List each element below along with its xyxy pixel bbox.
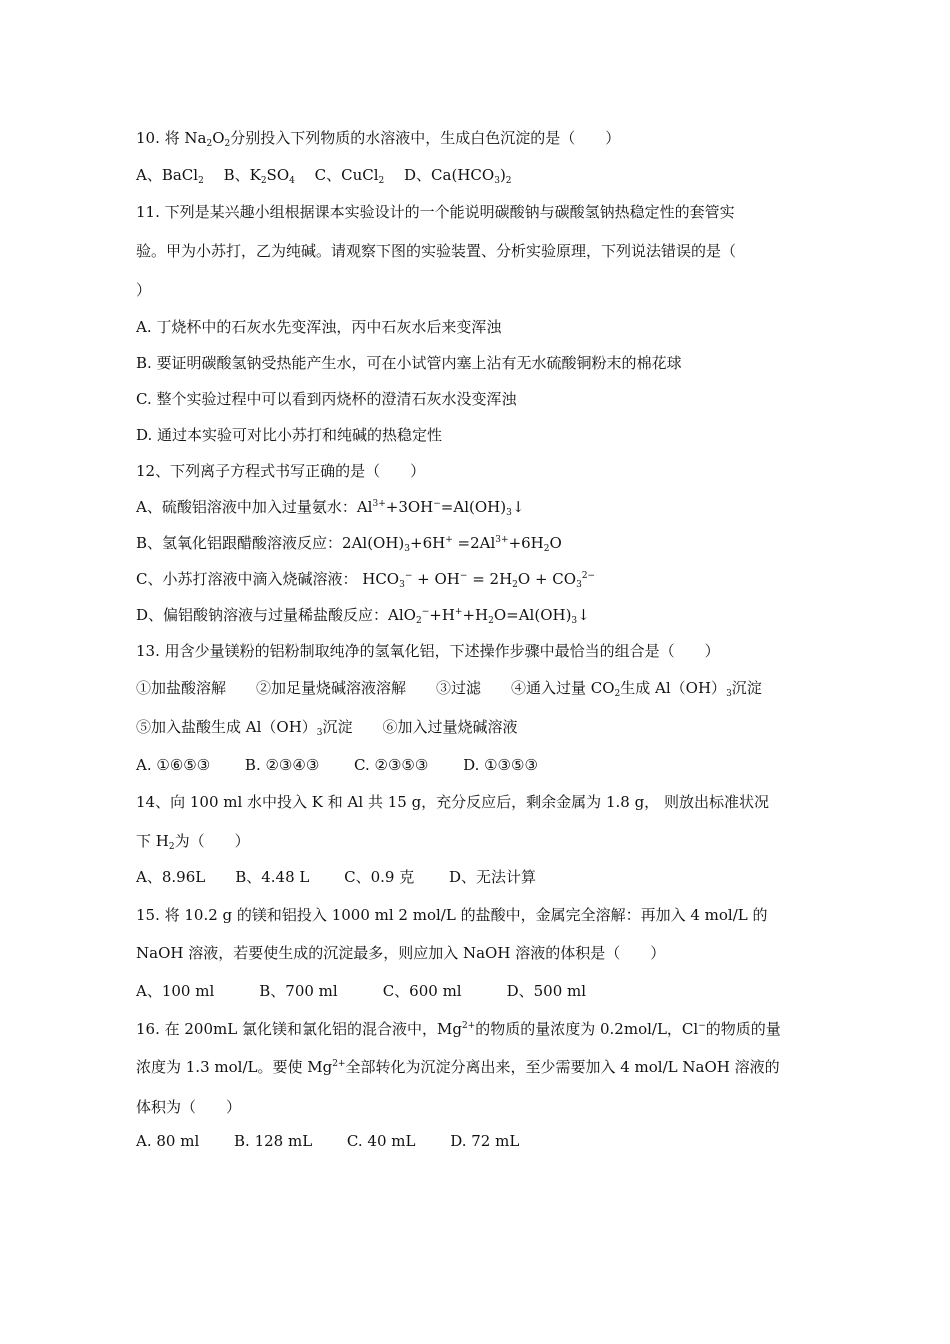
q13-steps-line1: ①加盐酸溶解 ②加足量烧碱溶液溶解 ③过滤 ④通入过量 $CO_2$生成 $Al(OH)_3$沉淀 bbox=[136, 679, 762, 699]
q16-options: A. 80 ml B. 128 mL C. 40 mL D. 72 mL bbox=[136, 1132, 520, 1150]
q12-stem: 12、下列离子方程式书写正确的是（ ） bbox=[136, 462, 426, 480]
q12-option-b: B、氢氧化铝跟醋酸溶液反应：$2Al(OH)_3+6H^+ =2Al^{3+}+6H_2O$ bbox=[136, 534, 562, 554]
q11-option-d: D. 通过本实验可对比小苏打和纯碱的热稳定性 bbox=[136, 426, 443, 444]
q12-option-a: A、硫酸铝溶液中加入过量氨水：$Al^{3+}+3OH^-=Al(OH)_3↓$ bbox=[136, 498, 525, 518]
q11-option-c: C. 整个实验过程中可以看到丙烧杯的澄清石灰水没变浑浊 bbox=[136, 390, 517, 408]
q10-options: A、BaCl$_2$ B、$K_2SO_4$ C、CuCl$_2$ D、$Ca(HCO_3)_2$ bbox=[136, 166, 512, 186]
q13-options: A. ①⑥⑤③ B. ②③④③ C. ②③⑤③ D. ①③⑤③ bbox=[136, 756, 538, 774]
q12-option-c: C、小苏打溶液中滴入烧碱溶液： $HCO_3^- + OH^- = 2H_2O + CO_3^{2-}$ bbox=[136, 570, 596, 590]
q14-stem-line1: 14、向 100 ml 水中投入 K 和 Al 共 15 g，充分反应后，剩余金属为 1.8 g， 则放出标准状况 bbox=[136, 793, 769, 811]
q11-stem-line1: 11. 下列是某兴趣小组根据课本实验设计的一个能说明碳酸钠与碳酸氢钠热稳定性的套管实 bbox=[136, 203, 735, 221]
q13-steps-line2: ⑤加入盐酸生成 $Al(OH)_3$沉淀 ⑥加入过量烧碱溶液 bbox=[136, 718, 518, 738]
q14-options: A、8.96L B、4.48 L C、0.9 克 D、无法计算 bbox=[136, 868, 537, 886]
q13-stem: 13. 用含少量镁粉的铝粉制取纯净的氢氧化铝，下述操作步骤中最恰当的组合是（ ） bbox=[136, 642, 720, 660]
q10-stem: 10. 将 $Na_2O_2$分别投入下列物质的水溶液中，生成白色沉淀的是（ ） bbox=[136, 129, 621, 149]
q11-option-b: B. 要证明碳酸氢钠受热能产生水，可在小试管内塞上沾有无水硫酸铜粉末的棉花球 bbox=[136, 354, 682, 372]
q11-option-a: A. 丁烧杯中的石灰水先变浑浊，丙中石灰水后来变浑浊 bbox=[136, 318, 502, 336]
q16-stem-line1: 16. 在 200mL 氯化镁和氯化铝的混合液中，$Mg^{2+}$的物质的量浓度为 0.2mol/L，Cl−的物质的量 bbox=[136, 1020, 781, 1038]
q11-stem-line3: ） bbox=[136, 281, 152, 299]
q14-stem-line2: 下 $H_2$为（ ） bbox=[136, 832, 250, 852]
q15-options: A、100 ml B、700 ml C、600 ml D、500 ml bbox=[136, 982, 587, 1000]
q15-stem-line2: NaOH 溶液，若要使生成的沉淀最多，则应加入 NaOH 溶液的体积是（ ） bbox=[136, 944, 666, 962]
q16-stem-line2: 浓度为 1.3 mol/L。要使 $Mg^{2+}$全部转化为沉淀分离出来，至少需要加入 4 mol/L NaOH 溶液的 bbox=[136, 1058, 780, 1076]
q12-option-d: D、偏铝酸钠溶液与过量稀盐酸反应：$AlO_2^-+H^++H_2O=Al(OH)_3↓$ bbox=[136, 606, 590, 626]
q16-stem-line3: 体积为（ ） bbox=[136, 1098, 242, 1116]
q15-stem-line1: 15. 将 10.2 g 的镁和铝投入 1000 ml 2 mol/L 的盐酸中，金属完全溶解：再加入 4 mol/L 的 bbox=[136, 906, 768, 924]
q11-stem-line2: 验。甲为小苏打，乙为纯碱。请观察下图的实验装置、分析实验原理，下列说法错误的是（ bbox=[136, 242, 737, 260]
